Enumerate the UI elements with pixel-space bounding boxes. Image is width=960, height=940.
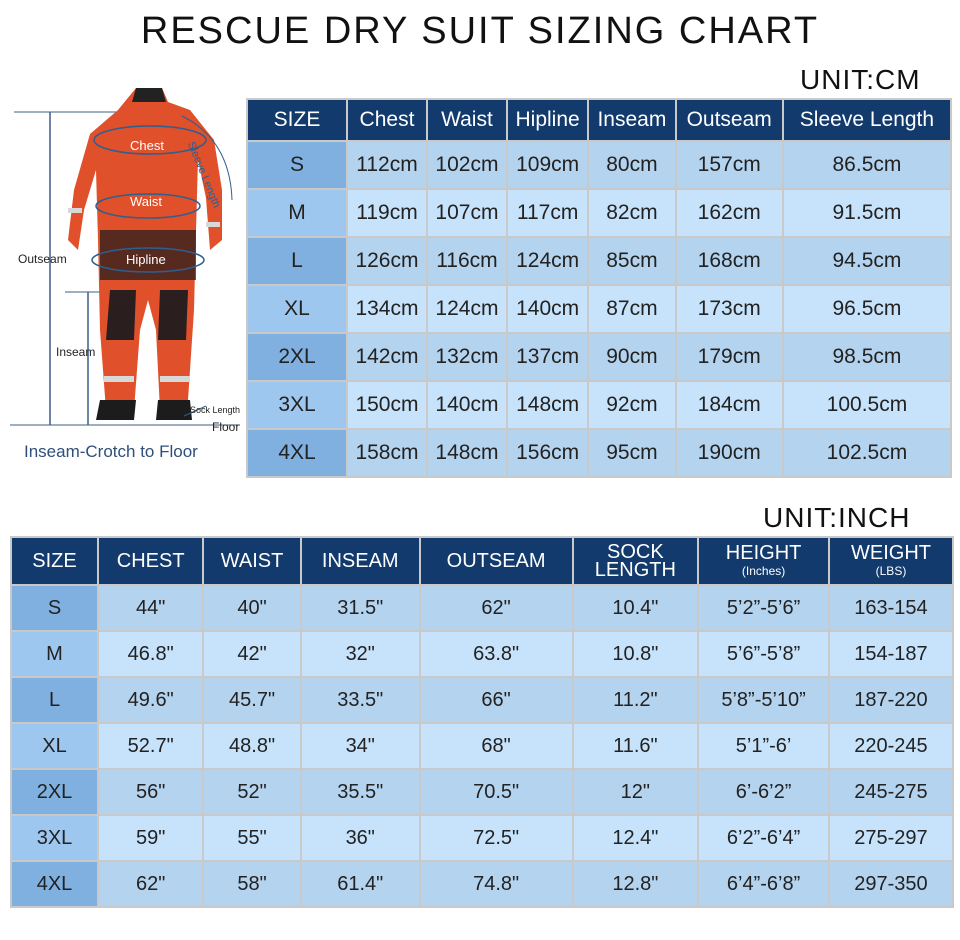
header-inseam: Inseam (589, 100, 674, 140)
table-cell: 49.6" (99, 678, 202, 722)
table-row (12, 862, 952, 906)
table-row (248, 142, 950, 188)
table-row (12, 770, 952, 814)
header-hipline: Hipline (508, 100, 587, 140)
sleeve-length-label: Sleeve Length (184, 140, 223, 210)
waist-label: Waist (130, 194, 163, 209)
table-cell: 45.7" (204, 678, 299, 722)
table-cell: 52" (204, 770, 299, 814)
table-cell: 190cm (677, 430, 782, 476)
size-cell: 4XL (248, 430, 346, 476)
table-cell: 275-297 (830, 816, 952, 860)
table-cell: 55" (204, 816, 299, 860)
header-outseam: Outseam (677, 100, 782, 140)
table-cell: 36" (302, 816, 419, 860)
table-cell: 117cm (508, 190, 587, 236)
table-cell: 5’6”-5’8” (699, 632, 828, 676)
table-cell: 46.8" (99, 632, 202, 676)
table-cell: 140cm (428, 382, 506, 428)
header-size: SIZE (12, 538, 97, 584)
table-cell: 12.8" (574, 862, 698, 906)
size-cell: S (12, 586, 97, 630)
size-cell: 4XL (12, 862, 97, 906)
size-cell: 3XL (12, 816, 97, 860)
size-cell: L (12, 678, 97, 722)
table-cell: 35.5" (302, 770, 419, 814)
table-cell: 11.6" (574, 724, 698, 768)
unit-inch-label: UNIT:INCH (763, 502, 911, 533)
table-cell: 162cm (677, 190, 782, 236)
unit-cm-label: UNIT:CM (800, 64, 921, 95)
header-height-title: HEIGHT (725, 542, 802, 564)
header-inseam: INSEAM (302, 538, 419, 584)
table-cell: 70.5" (421, 770, 572, 814)
size-cell: M (248, 190, 346, 236)
table-cell: 31.5" (302, 586, 419, 630)
table-cell: 94.5cm (784, 238, 950, 284)
header-outseam: OUTSEAM (421, 538, 572, 584)
table-cell: 163-154 (830, 586, 952, 630)
table-cell: 109cm (508, 142, 587, 188)
table-cell: 10.8" (574, 632, 698, 676)
table-cell: 156cm (508, 430, 587, 476)
chest-label: Chest (130, 138, 164, 153)
table-cell: 142cm (348, 334, 426, 380)
table-cell: 140cm (508, 286, 587, 332)
floor-label: Floor (212, 420, 240, 434)
table-cell: 150cm (348, 382, 426, 428)
table-cell: 245-275 (830, 770, 952, 814)
table-row (248, 334, 950, 380)
table-cell: 68" (421, 724, 572, 768)
table-header-row (248, 100, 950, 140)
hipline-label: Hipline (126, 252, 166, 267)
inseam-caption: Inseam-Crotch to Floor (24, 442, 198, 461)
table-cell: 86.5cm (784, 142, 950, 188)
table-cell: 187-220 (830, 678, 952, 722)
table-cell: 173cm (677, 286, 782, 332)
table-cell: 92cm (589, 382, 674, 428)
header-waist: Waist (428, 100, 506, 140)
size-cell: S (248, 142, 346, 188)
table-cell: 34" (302, 724, 419, 768)
table-cell: 10.4" (574, 586, 698, 630)
table-cell: 33.5" (302, 678, 419, 722)
table-cell: 95cm (589, 430, 674, 476)
table-cell: 116cm (428, 238, 506, 284)
table-row (248, 430, 950, 476)
table-cell: 168cm (677, 238, 782, 284)
table-cell: 297-350 (830, 862, 952, 906)
table-row (248, 190, 950, 236)
header-chest: Chest (348, 100, 426, 140)
table-cell: 134cm (348, 286, 426, 332)
table-cell: 132cm (428, 334, 506, 380)
size-cell: L (248, 238, 346, 284)
table-cell: 61.4" (302, 862, 419, 906)
table-cell: 98.5cm (784, 334, 950, 380)
table-cell: 184cm (677, 382, 782, 428)
table-cell: 52.7" (99, 724, 202, 768)
table-cell: 82cm (589, 190, 674, 236)
table-cell: 126cm (348, 238, 426, 284)
table-row (12, 586, 952, 630)
table-cell: 148cm (428, 430, 506, 476)
table-cell: 158cm (348, 430, 426, 476)
dry-suit-figure (0, 80, 246, 480)
table-cell: 48.8" (204, 724, 299, 768)
sock-length-label: Sock Length (190, 405, 241, 415)
table-cell: 72.5" (421, 816, 572, 860)
table-cell: 100.5cm (784, 382, 950, 428)
table-cell: 87cm (589, 286, 674, 332)
table-cell: 220-245 (830, 724, 952, 768)
header-height (699, 538, 828, 584)
table-cell: 148cm (508, 382, 587, 428)
table-row (248, 238, 950, 284)
table-cell: 179cm (677, 334, 782, 380)
table-cell: 40" (204, 586, 299, 630)
header-sock-length (574, 538, 698, 584)
table-cell: 11.2" (574, 678, 698, 722)
table-cell: 59" (99, 816, 202, 860)
table-row (12, 816, 952, 860)
header-sleeve-length: Sleeve Length (784, 100, 950, 140)
table-cell: 6’2”-6’4” (699, 816, 828, 860)
table-row (12, 632, 952, 676)
inseam-label: Inseam (56, 345, 96, 359)
table-cell: 12.4" (574, 816, 698, 860)
page-title: RESCUE DRY SUIT SIZING CHART (140, 10, 820, 52)
header-waist: WAIST (204, 538, 299, 584)
table-cell: 102.5cm (784, 430, 950, 476)
table-cell: 119cm (348, 190, 426, 236)
table-cell: 12" (574, 770, 698, 814)
sizing-table-cm (246, 98, 952, 478)
table-cell: 58" (204, 862, 299, 906)
table-cell: 124cm (428, 286, 506, 332)
size-cell: XL (248, 286, 346, 332)
table-cell: 6’4”-6’8” (699, 862, 828, 906)
table-cell: 74.8" (421, 862, 572, 906)
outseam-label: Outseam (18, 252, 67, 266)
table-cell: 5’1”-6’ (699, 724, 828, 768)
table-cell: 85cm (589, 238, 674, 284)
table-cell: 5’2”-5’6” (699, 586, 828, 630)
header-weight (830, 538, 952, 584)
table-cell: 42" (204, 632, 299, 676)
table-cell: 44" (99, 586, 202, 630)
dry-suit-illustration (0, 80, 246, 480)
table-cell: 6’-6’2” (699, 770, 828, 814)
sizing-table-inch (10, 536, 954, 908)
header-sock-line1: SOCK (607, 541, 664, 563)
header-size: SIZE (248, 100, 346, 140)
table-cell: 63.8" (421, 632, 572, 676)
size-cell: 2XL (12, 770, 97, 814)
table-header-row (12, 538, 952, 584)
header-weight-unit: (LBS) (875, 564, 907, 578)
table-cell: 66" (421, 678, 572, 722)
header-weight-title: WEIGHT (850, 542, 931, 564)
cm-table-body (248, 142, 950, 476)
table-cell: 5’8”-5’10” (699, 678, 828, 722)
table-row (248, 382, 950, 428)
table-cell: 62" (421, 586, 572, 630)
table-cell: 62" (99, 862, 202, 906)
table-cell: 124cm (508, 238, 587, 284)
table-row (248, 286, 950, 332)
table-cell: 157cm (677, 142, 782, 188)
table-row (12, 724, 952, 768)
size-cell: 2XL (248, 334, 346, 380)
table-cell: 56" (99, 770, 202, 814)
table-cell: 137cm (508, 334, 587, 380)
table-cell: 80cm (589, 142, 674, 188)
table-cell: 91.5cm (784, 190, 950, 236)
table-row (12, 678, 952, 722)
table-cell: 96.5cm (784, 286, 950, 332)
size-cell: M (12, 632, 97, 676)
inch-table-body (12, 586, 952, 906)
size-cell: XL (12, 724, 97, 768)
table-cell: 112cm (348, 142, 426, 188)
header-sock-line2: LENGTH (594, 559, 676, 581)
table-cell: 154-187 (830, 632, 952, 676)
table-cell: 90cm (589, 334, 674, 380)
table-cell: 107cm (428, 190, 506, 236)
table-cell: 102cm (428, 142, 506, 188)
size-cell: 3XL (248, 382, 346, 428)
table-cell: 32" (302, 632, 419, 676)
header-height-unit: (Inches) (741, 564, 786, 578)
header-chest: CHEST (99, 538, 202, 584)
